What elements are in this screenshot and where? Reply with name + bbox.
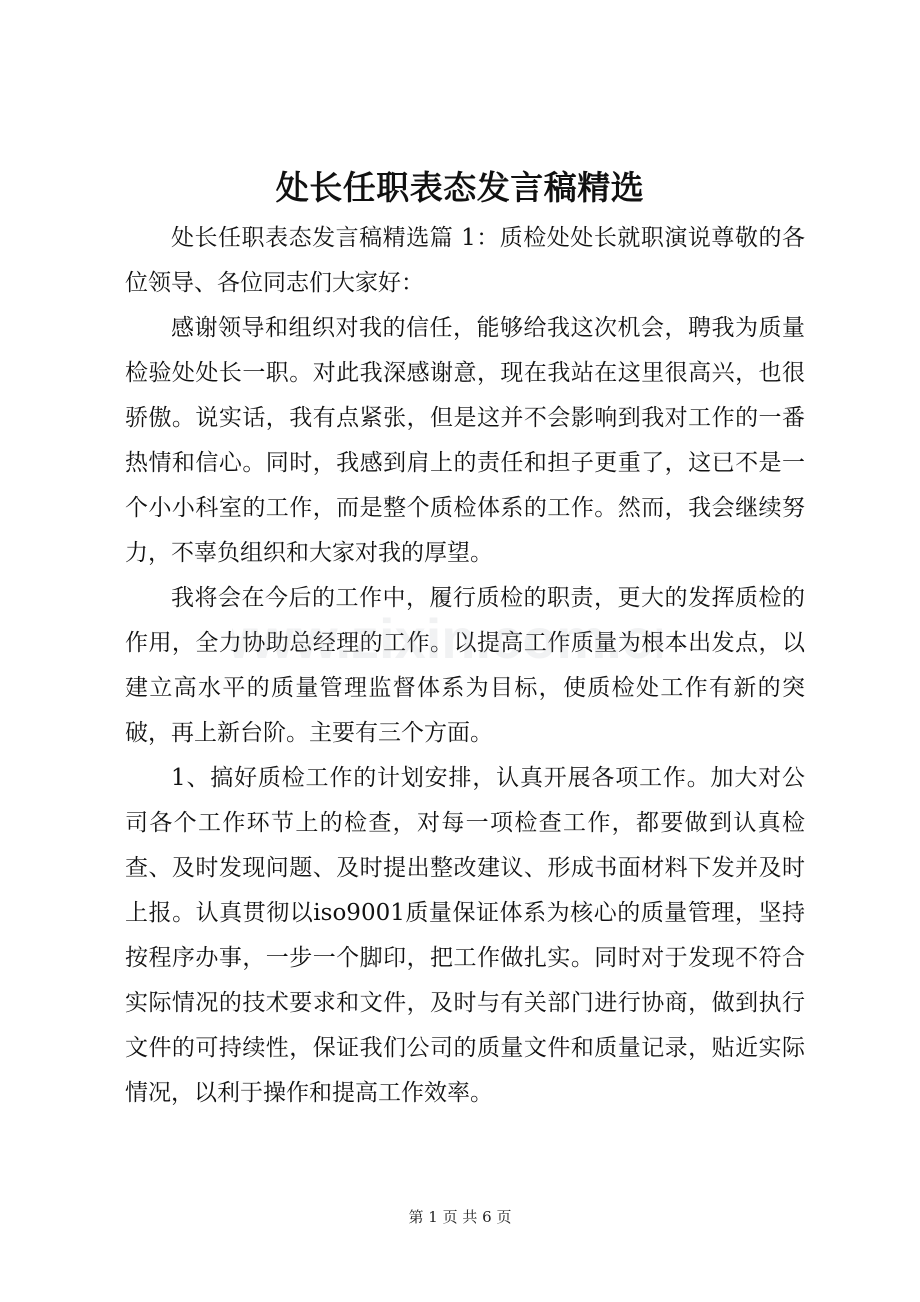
document-title: 处长任职表态发言稿精选 <box>275 168 645 207</box>
document-body <box>125 216 805 1116</box>
paragraph-3: 我将会在今后的工作中，履行质检的职责，更大的发挥质检的作用，全力协助总经理的工作。以提高工作质量为根本出发点，以建立高水平的质量管理监督体系为目标，使质检处工作有新的突破，再上新台阶。主要有三个方面。 <box>125 585 805 746</box>
watermark-text: ww.zixin.com.c <box>250 607 653 670</box>
paragraph-4: 1、搞好质检工作的计划安排，认真开展各项工作。加大对公司各个工作环节上的检查，对每一项检查工作，都要做到认真检查、及时发现问题、及时提出整改建议、形成书面材料下发并及时上报。认真贯彻以iso9001质量保证体系为核心的质量管理，坚持按程序办事，一步一个脚印，把工作做扎实。同时对于发现不符合实际情况的技术要求和文件，及时与有关部门进行协商，做到执行文件的可持续性，保证我们公司的质量文件和质量记录，贴近实际情况，以利于操作和提高工作效率。 <box>125 765 805 1106</box>
paragraph-1: 处长任职表态发言稿精选篇 1：质检处处长就职演说尊敬的各位领导、各位同志们大家好： <box>125 225 805 296</box>
paragraph-2: 感谢领导和组织对我的信任，能够给我这次机会，聘我为质量检验处处长一职。对此我深感谢意，现在我站在这里很高兴，也很骄傲。说实话，我有点紧张，但是这并不会影响到我对工作的一番热情和信心。同时，我感到肩上的责任和担子更重了，这已不是一个小小科室的工作，而是整个质检体系的工作。然而，我会继续努力，不辜负组织和大家对我的厚望。 <box>125 315 805 566</box>
page-footer: 第 1 页 共 6 页 <box>408 1208 512 1226</box>
